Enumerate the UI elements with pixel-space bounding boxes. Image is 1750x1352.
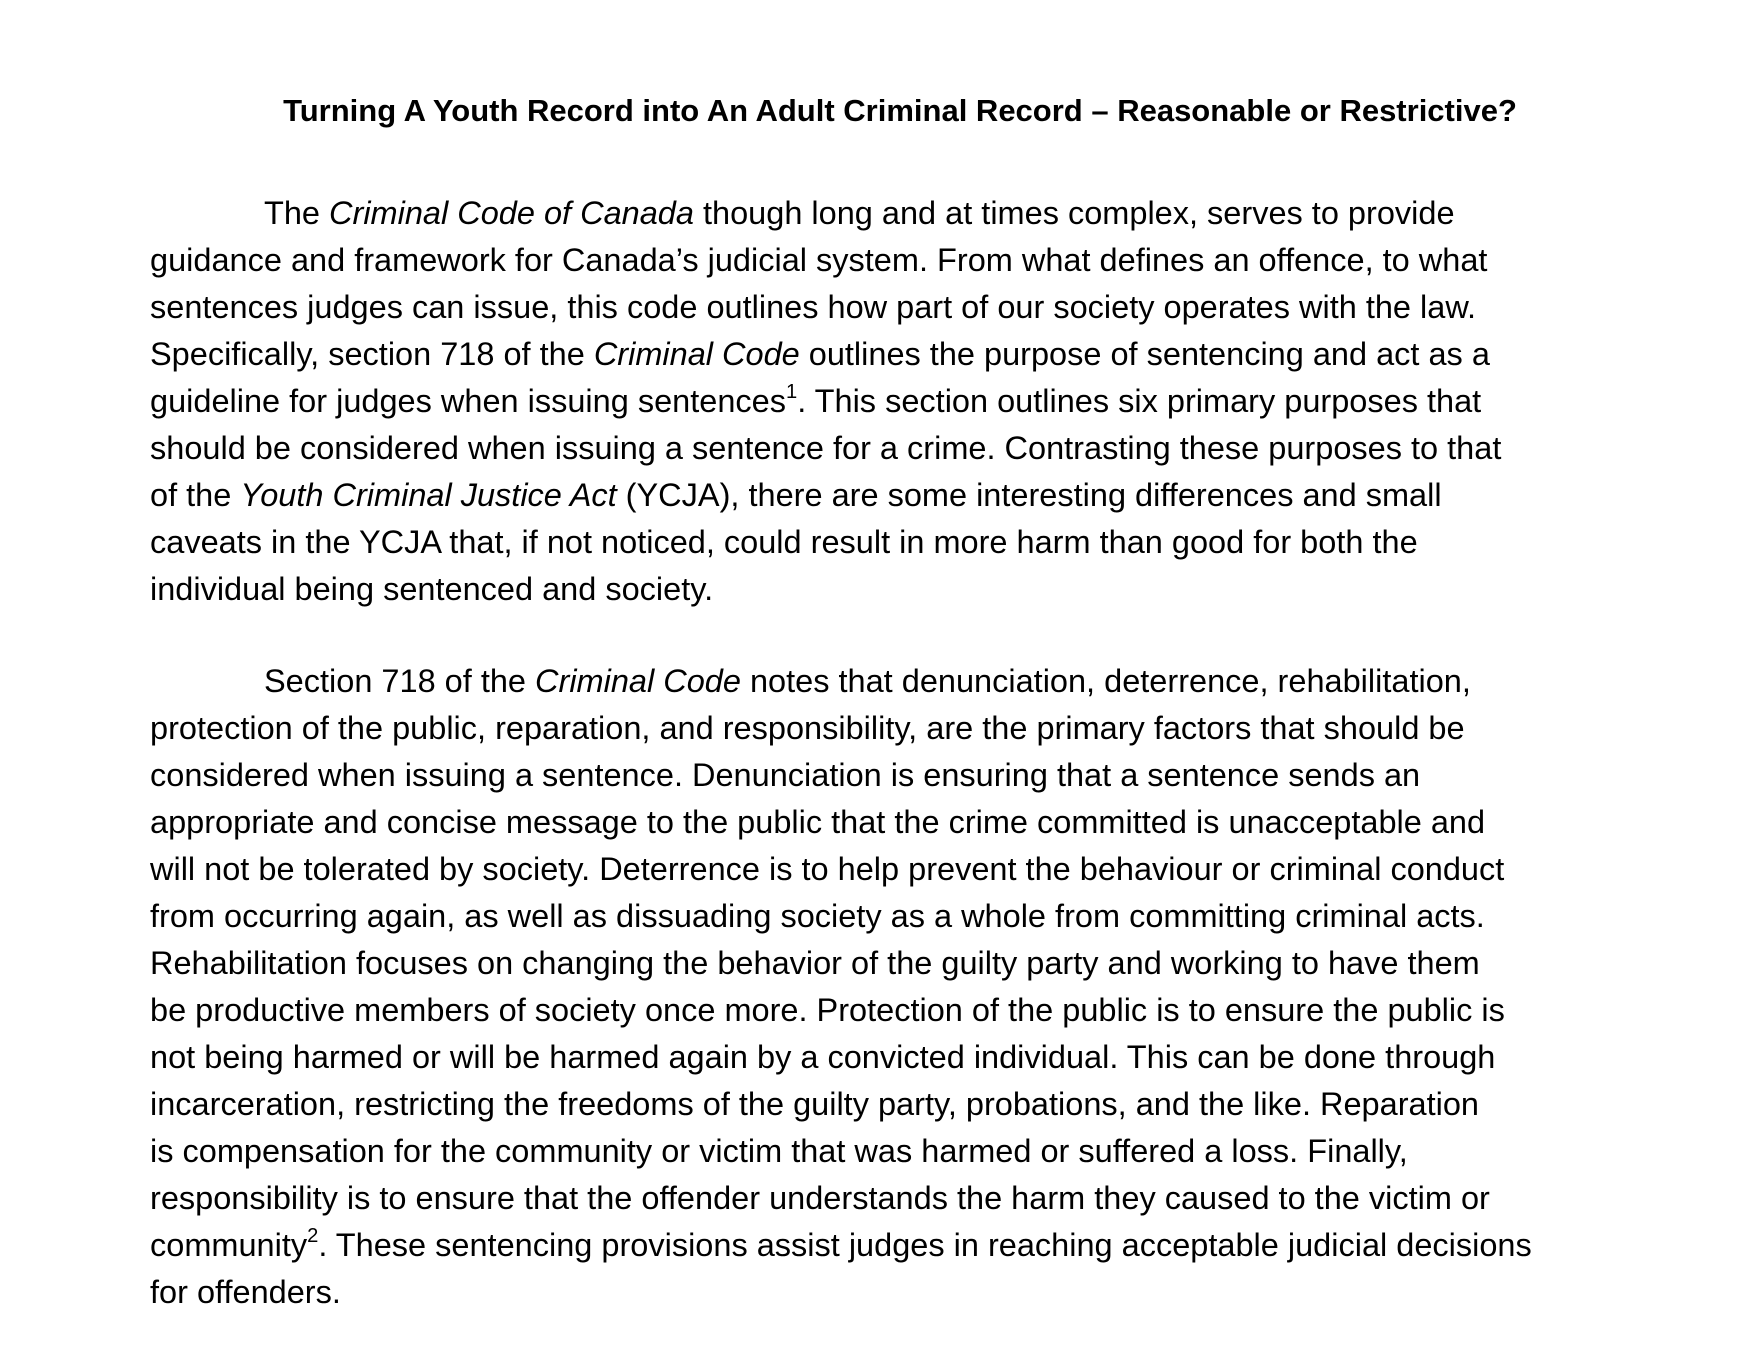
text-run: community — [150, 1227, 308, 1263]
text-line: be productive members of society once more. Protection of the public is to ensure the public is — [150, 992, 1505, 1028]
text-line: is compensation for the community or victim that was harmed or suffered a loss. Finally, — [150, 1133, 1408, 1169]
footnote-reference[interactable]: 1 — [785, 381, 798, 404]
text-line: appropriate and concise message to the public that the crime committed is unacceptable and — [150, 804, 1486, 840]
text-line: caveats in the YCJA that, if not noticed, could result in more harm than good for both the — [150, 524, 1418, 560]
paragraph-2 — [150, 658, 1660, 1316]
text-run: (YCJA), there are some interesting differences and small — [616, 477, 1442, 513]
text-line — [150, 1222, 1660, 1269]
footnote-reference[interactable]: 2 — [307, 1225, 319, 1248]
italic-text: Criminal Code — [593, 336, 800, 372]
text-line: not being harmed or will be harmed again by a convicted individual. This can be done through — [150, 1039, 1496, 1075]
paragraph-1 — [150, 190, 1660, 613]
italic-text: Criminal Code — [535, 663, 741, 699]
text-line: guidance and framework for Canada’s judicial system. From what defines an offence, to what — [150, 242, 1488, 278]
text-run: The — [264, 195, 330, 231]
italic-text: Criminal Code of Canada — [329, 195, 694, 231]
text-line — [150, 658, 1660, 705]
text-line: from occurring again, as well as dissuading society as a whole from committing criminal acts. — [150, 898, 1485, 934]
text-line — [150, 378, 1660, 425]
text-run: notes that denunciation, deterrence, rehabilitation, — [740, 663, 1471, 699]
text-run: outlines the purpose of sentencing and act as a — [799, 336, 1490, 372]
text-line: protection of the public, reparation, and responsibility, are the primary factors that should be — [150, 710, 1465, 746]
text-line: responsibility is to ensure that the offender understands the harm they caused to the victim or — [150, 1180, 1490, 1216]
text-line — [150, 190, 1660, 237]
text-run: . These sentencing provisions assist judges in reaching acceptable judicial decisions — [318, 1227, 1532, 1263]
text-run: of the — [150, 477, 241, 513]
text-line: incarceration, restricting the freedoms of the guilty party, probations, and the like. Reparation — [150, 1086, 1479, 1122]
text-line: should be considered when issuing a sentence for a crime. Contrasting these purposes to that — [150, 430, 1502, 466]
document-title: Turning A Youth Record into An Adult Criminal Record – Reasonable or Restrictive? — [283, 93, 1517, 128]
text-line: individual being sentenced and society. — [150, 571, 714, 607]
text-line: Rehabilitation focuses on changing the behavior of the guilty party and working to have them — [150, 945, 1480, 981]
text-run: Specifically, section 718 of the — [150, 336, 594, 372]
text-run: Section 718 of the — [264, 663, 536, 699]
text-run: guideline for judges when issuing sentences — [150, 383, 786, 419]
text-line: will not be tolerated by society. Deterrence is to help prevent the behaviour or criminal conduct — [150, 851, 1505, 887]
italic-text: Youth Criminal Justice Act — [240, 477, 617, 513]
text-line — [150, 472, 1660, 519]
text-line: for offenders. — [150, 1274, 341, 1310]
text-line: sentences judges can issue, this code outlines how part of our society operates with the law. — [150, 289, 1477, 325]
text-run: . This section outlines six primary purposes that — [797, 383, 1482, 419]
text-run: though long and at times complex, serves to provide — [693, 195, 1455, 231]
text-line — [150, 331, 1660, 378]
text-line: considered when issuing a sentence. Denunciation is ensuring that a sentence sends an — [150, 757, 1421, 793]
